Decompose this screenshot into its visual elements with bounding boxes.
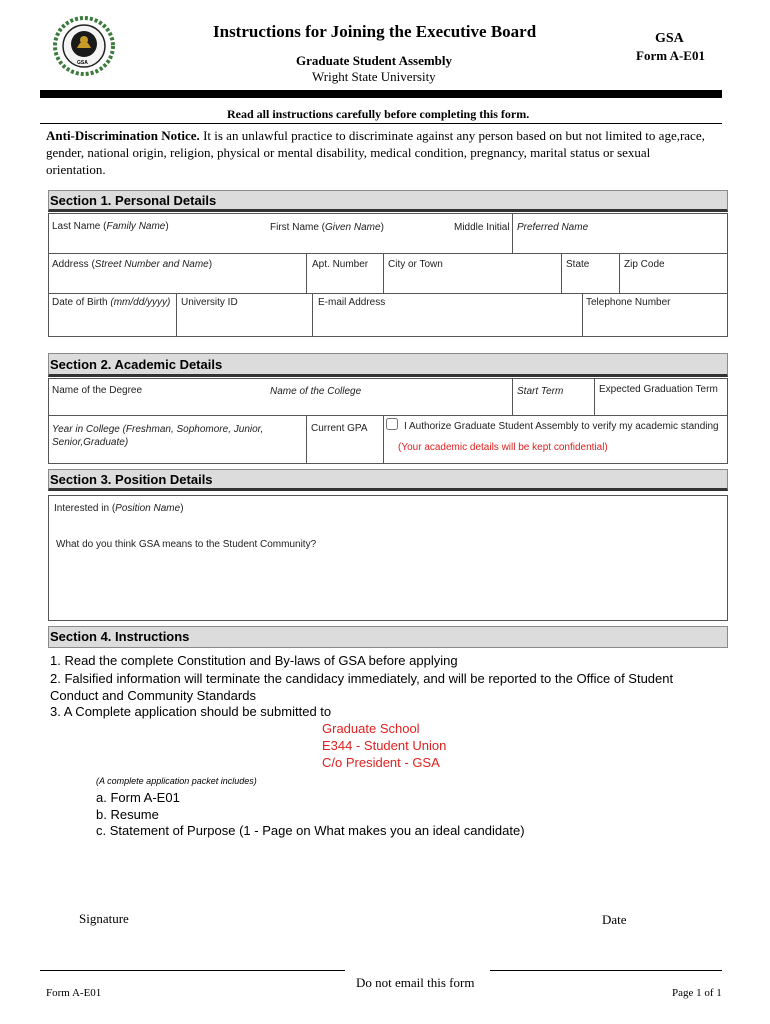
s1-row2-bottom — [48, 293, 728, 294]
date-label: Date — [602, 912, 627, 927]
degree-field[interactable] — [52, 398, 266, 415]
s1-divider — [619, 253, 620, 293]
university-id-field[interactable] — [180, 314, 312, 334]
email-field[interactable] — [316, 314, 582, 334]
gsa-logo — [53, 16, 115, 76]
packet-item-a: a. Form A-E01 — [96, 790, 180, 805]
apt-label: Apt. Number — [312, 259, 369, 270]
section1-header — [48, 190, 728, 212]
section4-title: Section 4. Instructions — [50, 629, 190, 644]
state-field[interactable] — [565, 274, 619, 292]
city-field[interactable] — [388, 274, 562, 292]
dob-field[interactable] — [52, 314, 176, 334]
year-label: Year in College (Freshman, Sophomore, Junior, Senior,Graduate) — [52, 424, 264, 448]
gpa-field[interactable] — [311, 440, 383, 460]
preferred-name-label: Preferred Name — [517, 222, 589, 233]
degree-label: Name of the Degree — [52, 385, 143, 396]
address-field[interactable] — [52, 274, 306, 292]
footer-line — [490, 970, 722, 971]
telephone-field[interactable] — [586, 314, 728, 334]
header-divider — [40, 90, 722, 98]
address-line-2: E344 - Student Union — [322, 738, 447, 753]
apt-field[interactable] — [310, 274, 384, 292]
gsa-meaning-textarea[interactable] — [54, 555, 722, 619]
anti-discrimination-body: It is an unlawful practice to discriminate against any person based on but not limited to age,race, gender, national origin, religion, physical or mental disability, medical condition, pregnancy, marital status or sexual orientation. — [46, 128, 705, 177]
middle-initial-label: Middle Initial — [454, 222, 510, 233]
form-org: GSA — [655, 31, 684, 46]
interested-label: Interested in (Position Name) — [54, 503, 184, 514]
confidential-note: (Your academic details will be kept confidential) — [398, 442, 608, 453]
telephone-label: Telephone Number — [586, 297, 671, 308]
packet-item-b: b. Resume — [96, 807, 159, 822]
s2-divider — [383, 415, 384, 464]
instruction-1: 1. Read the complete Constitution and By-laws of GSA before applying — [50, 653, 458, 668]
footer-note: Do not email this form — [356, 975, 475, 990]
s1-divider — [306, 253, 307, 293]
university-id-label: University ID — [181, 297, 238, 308]
grad-term-field[interactable] — [598, 398, 728, 415]
address-line-1: Graduate School — [322, 721, 420, 736]
authorize-checkbox[interactable] — [386, 418, 398, 430]
footer-line — [40, 970, 345, 971]
gsa-question-label: What do you think GSA means to the Student Community? — [56, 539, 317, 550]
instruction-3: 3. A Complete application should be submitted to — [50, 704, 332, 719]
read-notice: Read all instructions carefully before completing this form. — [227, 107, 530, 121]
footer-page: Page 1 of 1 — [672, 987, 722, 999]
s2-divider — [306, 415, 307, 464]
first-name-field[interactable] — [270, 234, 454, 252]
zip-label: Zip Code — [624, 259, 665, 270]
gpa-label: Current GPA — [311, 423, 368, 434]
authorize-text: I Authorize Graduate Student Assembly to verify my academic standing — [404, 421, 719, 432]
form-id: Form A-E01 — [636, 48, 705, 63]
middle-initial-field[interactable] — [454, 234, 512, 252]
page-title: Instructions for Joining the Executive Board — [213, 22, 537, 41]
section2-header — [48, 353, 728, 377]
packet-item-c: c. Statement of Purpose (1 - Page on What makes you an ideal candidate) — [96, 823, 525, 838]
state-label: State — [566, 259, 590, 270]
instruction-2: 2. Falsified information will terminate the candidacy immediately, and will be reported to the Office of Student Conduct and Community Standards — [50, 671, 674, 703]
email-label: E-mail Address — [318, 297, 386, 308]
preferred-name-field[interactable] — [517, 234, 726, 252]
signature-label: Signature — [79, 911, 129, 926]
s1-divider — [312, 293, 313, 337]
start-term-label: Start Term — [517, 386, 564, 397]
section3-title: Section 3. Position Details — [50, 472, 213, 487]
section1-title: Section 1. Personal Details — [50, 193, 217, 208]
s1-divider — [512, 213, 513, 253]
section2-title: Section 2. Academic Details — [50, 357, 223, 372]
laurel-seal-icon — [53, 16, 115, 76]
last-name-field[interactable] — [52, 234, 266, 252]
signature-field[interactable] — [140, 908, 444, 928]
packet-note: (A complete application packet includes) — [96, 776, 257, 786]
grad-term-label: Expected Graduation Term — [599, 384, 718, 395]
s2-row1-bottom — [48, 415, 728, 416]
anti-discrimination-notice — [46, 127, 711, 178]
date-field[interactable] — [634, 908, 728, 928]
s1-divider — [176, 293, 177, 337]
section4-header — [48, 626, 728, 648]
notice-divider — [40, 123, 722, 124]
anti-discrimination-heading: Anti-Discrimination Notice. — [46, 128, 200, 143]
s2-divider — [512, 378, 513, 415]
zip-field[interactable] — [623, 274, 727, 292]
org-name: Graduate Student Assembly — [296, 53, 453, 68]
section3-header — [48, 469, 728, 491]
city-label: City or Town — [388, 259, 443, 270]
university-name: Wright State University — [312, 69, 436, 84]
address-line-3: C/o President - GSA — [322, 755, 440, 770]
s1-row1-bottom — [48, 253, 728, 254]
address-label: Address (Street Number and Name) — [52, 259, 213, 270]
footer-form-id: Form A-E01 — [46, 987, 102, 999]
start-term-field[interactable] — [517, 398, 595, 415]
logo-text: GSA — [77, 60, 88, 66]
first-name-label: First Name (Given Name) — [270, 222, 384, 233]
s1-divider — [582, 293, 583, 337]
college-label: Name of the College — [270, 386, 362, 397]
college-field[interactable] — [270, 398, 512, 415]
dob-label: Date of Birth (mm/dd/yyyy) — [52, 297, 171, 308]
position-field[interactable] — [54, 517, 718, 535]
last-name-label: Last Name (Family Name) — [52, 221, 169, 232]
